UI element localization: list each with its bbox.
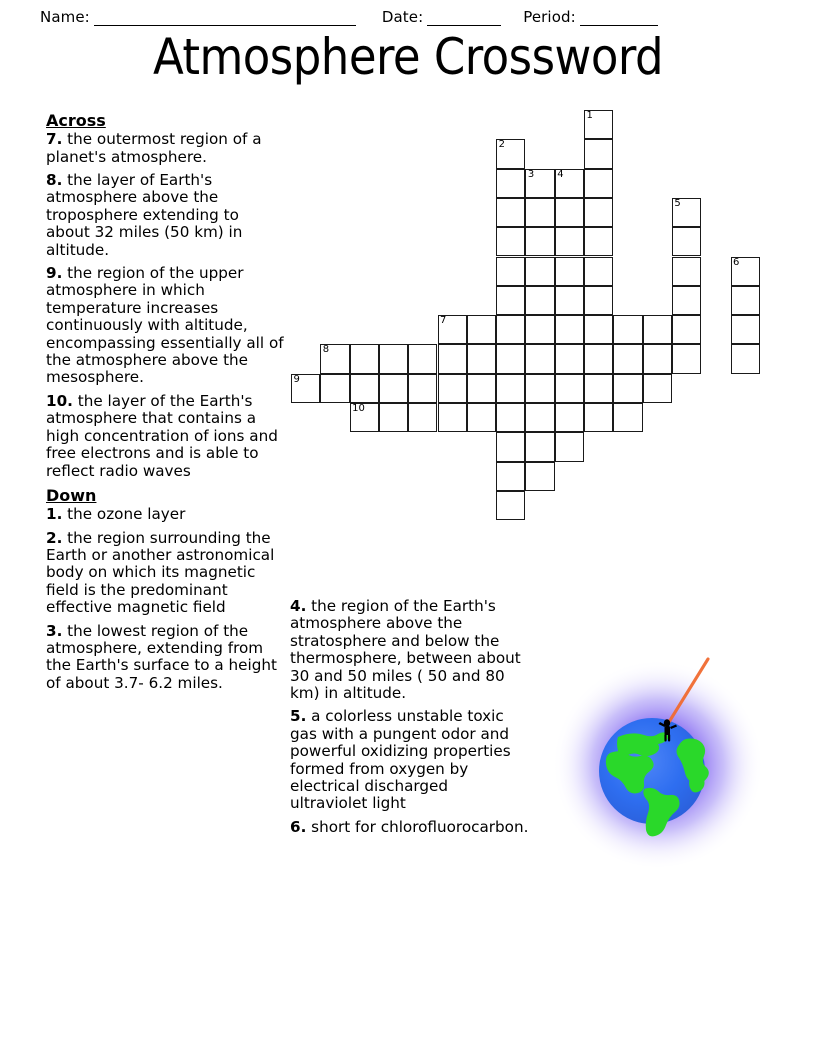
crossword-cell[interactable] — [496, 169, 525, 198]
down-clue-2 — [46, 623, 284, 693]
crossword-cell[interactable] — [584, 257, 613, 286]
down-clue-0 — [290, 598, 530, 702]
clue-text: the ozone layer — [62, 505, 186, 524]
date-label: Date: — [381, 8, 424, 26]
crossword-cell[interactable] — [525, 315, 554, 344]
page-title: Atmosphere Crossword — [152, 28, 664, 86]
crossword-cell[interactable] — [525, 374, 554, 403]
clue-number: 6. — [290, 817, 307, 836]
name-blank-line[interactable] — [94, 12, 356, 26]
crossword-cell[interactable] — [555, 198, 584, 227]
crossword-cell[interactable] — [320, 374, 349, 403]
right-clue-column — [290, 598, 530, 842]
crossword-cell[interactable] — [584, 286, 613, 315]
crossword-cell[interactable] — [555, 315, 584, 344]
clue-text: the region surrounding the Earth or another astronomical body on which its magnetic field is the predominant effective magnetic field — [46, 528, 275, 617]
crossword-cell[interactable] — [438, 403, 467, 432]
crossword-cell[interactable] — [613, 344, 642, 373]
crossword-cell[interactable] — [584, 110, 613, 139]
crossword-cell[interactable] — [672, 315, 701, 344]
crossword-cell[interactable] — [613, 315, 642, 344]
crossword-cell[interactable] — [496, 432, 525, 461]
crossword-cell[interactable] — [525, 257, 554, 286]
crossword-cell[interactable] — [525, 344, 554, 373]
left-clue-column — [46, 111, 284, 698]
crossword-cell-number: 5 — [674, 197, 681, 209]
crossword-cell[interactable] — [467, 315, 496, 344]
clue-number: 7. — [46, 130, 63, 149]
crossword-cell[interactable] — [467, 374, 496, 403]
crossword-cell[interactable] — [525, 462, 554, 491]
crossword-cell[interactable] — [584, 139, 613, 168]
crossword-cell[interactable] — [525, 169, 554, 198]
crossword-cell[interactable] — [467, 403, 496, 432]
crossword-cell[interactable] — [643, 315, 672, 344]
crossword-cell[interactable] — [613, 374, 642, 403]
crossword-cell[interactable] — [496, 344, 525, 373]
crossword-cell-number: 8 — [322, 344, 330, 356]
crossword-cell-number: 2 — [498, 139, 505, 151]
clue-number: 8. — [46, 171, 63, 189]
clue-number: 1. — [46, 505, 63, 524]
crossword-cell[interactable] — [613, 403, 642, 432]
across-clue-1 — [46, 172, 284, 259]
crossword-cell[interactable] — [379, 403, 408, 432]
crossword-cell[interactable] — [496, 257, 525, 286]
crossword-cell[interactable] — [408, 344, 437, 373]
crossword-cell[interactable] — [555, 432, 584, 461]
crossword-cell[interactable] — [496, 286, 525, 315]
across-clue-0 — [46, 131, 284, 166]
crossword-cell[interactable] — [496, 198, 525, 227]
crossword-cell[interactable] — [408, 374, 437, 403]
crossword-grid[interactable] — [291, 110, 771, 530]
crossword-cell[interactable] — [525, 227, 554, 256]
crossword-cell[interactable] — [672, 198, 701, 227]
down-clue-0 — [46, 506, 284, 523]
crossword-cell[interactable] — [731, 257, 760, 286]
clue-number: 3. — [46, 621, 63, 640]
crossword-cell[interactable] — [584, 403, 613, 432]
crossword-cell[interactable] — [291, 374, 320, 403]
crossword-cell[interactable] — [408, 403, 437, 432]
crossword-cell[interactable] — [584, 344, 613, 373]
crossword-cell[interactable] — [555, 227, 584, 256]
crossword-cell[interactable] — [467, 344, 496, 373]
earth-atmosphere-illustration — [548, 641, 768, 873]
crossword-cell-number: 6 — [733, 256, 740, 268]
crossword-cell[interactable] — [731, 286, 760, 315]
clue-text: the outermost region of a planet's atmosphere. — [46, 130, 262, 166]
crossword-cell[interactable] — [555, 257, 584, 286]
crossword-cell[interactable] — [555, 403, 584, 432]
crossword-cell[interactable] — [496, 462, 525, 491]
clue-number: 5. — [290, 707, 307, 726]
across-clue-3 — [46, 393, 284, 480]
date-blank-line[interactable] — [427, 12, 501, 26]
crossword-cell[interactable] — [525, 198, 554, 227]
clue-text: the region of the upper atmosphere in which temperature increases continuously with altitude, encompassing essentially all of the atmosphere above the mesosphere. — [46, 264, 284, 387]
crossword-cell[interactable] — [672, 227, 701, 256]
clue-text: the lowest region of the atmosphere, extending from the Earth's surface to a height of about 3.7- 6.2 miles. — [46, 621, 277, 692]
crossword-cell-number: 10 — [352, 403, 365, 414]
name-label: Name: — [40, 8, 90, 26]
down-clue-list-left — [46, 506, 284, 692]
crossword-cell[interactable] — [496, 374, 525, 403]
crossword-cell[interactable] — [438, 344, 467, 373]
crossword-cell-number: 4 — [557, 168, 564, 180]
crossword-cell[interactable] — [584, 198, 613, 227]
crossword-cell-number: 9 — [293, 373, 300, 385]
clue-text: short for chlorofluorocarbon. — [306, 817, 529, 836]
clue-number: 2. — [46, 528, 63, 547]
crossword-cell[interactable] — [584, 315, 613, 344]
crossword-cell[interactable] — [555, 374, 584, 403]
across-clue-list — [46, 131, 284, 480]
crossword-cell[interactable] — [379, 374, 408, 403]
clue-text: the region of the Earth's atmosphere above the stratosphere and below the thermosphere, between about 30 and 50 miles ( 50 and 80 km) in altitude. — [290, 597, 521, 703]
crossword-cell-number: 7 — [440, 315, 447, 327]
crossword-cell[interactable] — [496, 139, 525, 168]
period-blank-line[interactable] — [580, 12, 658, 26]
crossword-cell[interactable] — [496, 491, 525, 520]
crossword-cell[interactable] — [496, 227, 525, 256]
crossword-cell[interactable] — [525, 286, 554, 315]
crossword-cell[interactable] — [525, 432, 554, 461]
across-heading: Across — [46, 111, 106, 130]
down-heading: Down — [46, 485, 97, 505]
crossword-cell[interactable] — [643, 344, 672, 373]
worksheet-header — [0, 0, 816, 26]
down-clue-1 — [290, 708, 530, 812]
crossword-cell[interactable] — [350, 344, 379, 373]
crossword-cell[interactable] — [584, 227, 613, 256]
crossword-cell[interactable] — [438, 315, 467, 344]
crossword-cell-number: 1 — [586, 110, 593, 121]
crossword-cell[interactable] — [496, 403, 525, 432]
clue-text: the layer of Earth's atmosphere above the troposphere extending to about 32 miles (50 km) in altitude. — [46, 171, 243, 259]
crossword-cell[interactable] — [672, 344, 701, 373]
clue-number: 9. — [46, 264, 63, 283]
period-label: Period: — [523, 8, 576, 26]
crossword-cell[interactable] — [350, 403, 379, 432]
crossword-cell[interactable] — [731, 315, 760, 344]
down-clue-2 — [290, 819, 530, 836]
crossword-cell[interactable] — [672, 286, 701, 315]
down-clue-1 — [46, 530, 284, 617]
crossword-cell[interactable] — [350, 374, 379, 403]
crossword-cell-number: 3 — [527, 168, 535, 180]
crossword-cell[interactable] — [584, 374, 613, 403]
clue-text: a colorless unstable toxic gas with a pungent odor and powerful oxidizing properties formed from oxygen by electrical discharged ultraviolet light — [290, 707, 511, 813]
clue-number: 4. — [290, 597, 307, 615]
crossword-cell[interactable] — [379, 344, 408, 373]
crossword-cell[interactable] — [555, 286, 584, 315]
crossword-cell[interactable] — [731, 344, 760, 373]
crossword-cell[interactable] — [584, 169, 613, 198]
clue-number: 10. — [46, 391, 73, 410]
crossword-cell[interactable] — [496, 315, 525, 344]
clue-text: the layer of the Earth's atmosphere that contains a high concentration of ions and free electrons and is able to reflect radio waves — [46, 391, 278, 480]
across-clue-2 — [46, 265, 284, 387]
crossword-cell[interactable] — [555, 344, 584, 373]
crossword-cell[interactable] — [438, 374, 467, 403]
crossword-cell[interactable] — [320, 344, 349, 373]
down-clue-list-right — [290, 598, 530, 836]
crossword-cell[interactable] — [643, 374, 672, 403]
crossword-cell[interactable] — [672, 257, 701, 286]
crossword-cell[interactable] — [525, 403, 554, 432]
crossword-cell[interactable] — [555, 169, 584, 198]
